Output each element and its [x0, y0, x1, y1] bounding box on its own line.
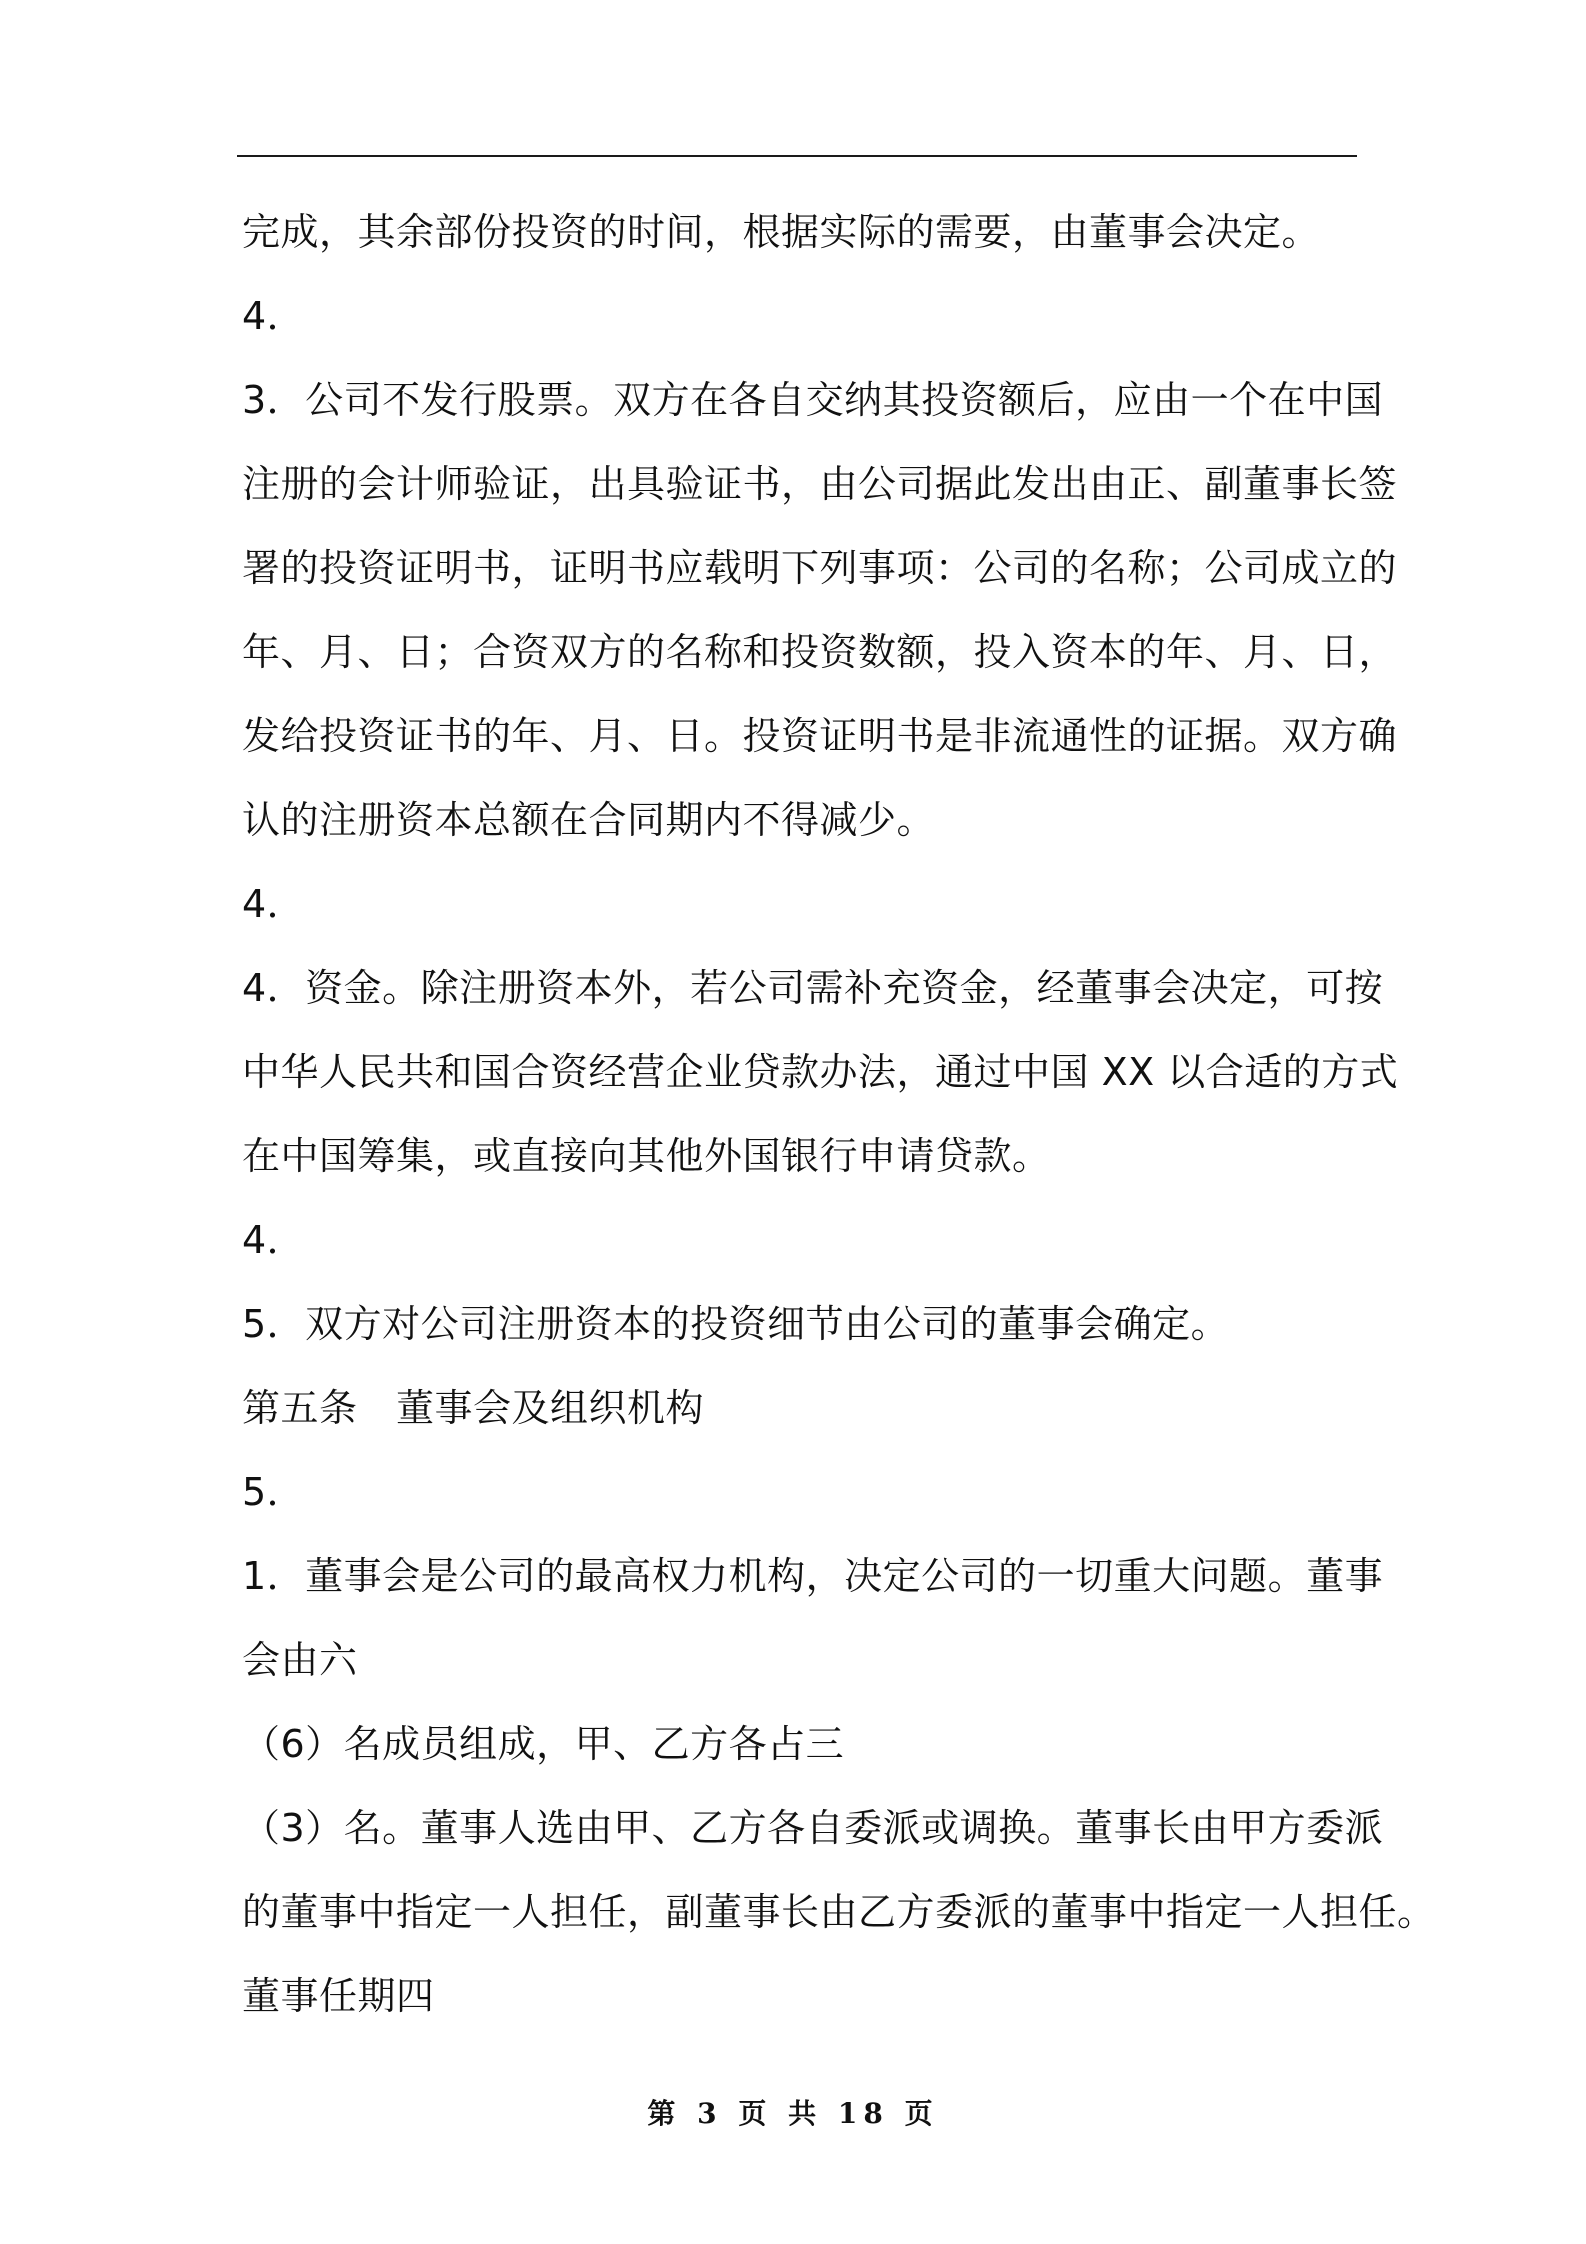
header-rule — [237, 155, 1357, 157]
text-line: 年、月、日；合资双方的名称和投资数额，投入资本的年、月、日， — [242, 630, 1398, 674]
text-line: 发给投资证书的年、月、日。投资证明书是非流通性的证据。双方确 — [242, 714, 1398, 758]
text-line: 5．双方对公司注册资本的投资细节由公司的董事会确定。 — [242, 1302, 1230, 1346]
text-line: 1．董事会是公司的最高权力机构，决定公司的一切重大问题。董事 — [242, 1554, 1384, 1598]
text-line: 在中国筹集，或直接向其他外国银行申请贷款。 — [242, 1134, 1051, 1178]
text-line: 中华人民共和国合资经营企业贷款办法，通过中国 XX 以合适的方式 — [242, 1050, 1399, 1094]
text-line: 的董事中指定一人担任，副董事长由乙方委派的董事中指定一人担任。 — [242, 1890, 1436, 1934]
section-heading: 第五条 董事会及组织机构 — [242, 1386, 705, 1430]
text-line: 会由六 — [242, 1638, 358, 1682]
text-line: 4．资金。除注册资本外，若公司需补充资金，经董事会决定，可按 — [242, 966, 1384, 1010]
text-line: 3．公司不发行股票。双方在各自交纳其投资额后，应由一个在中国 — [242, 378, 1384, 422]
body-text — [242, 190, 1436, 2038]
text-line: 完成，其余部份投资的时间，根据实际的需要，由董事会决定。 — [242, 210, 1321, 254]
text-line: 注册的会计师验证，出具验证书，由公司据此发出由正、副董事长签 — [242, 462, 1398, 506]
text-line: 4． — [242, 294, 306, 338]
text-line: 5． — [242, 1470, 306, 1514]
text-line: 署的投资证明书，证明书应载明下列事项：公司的名称；公司成立的 — [242, 546, 1398, 590]
text-line: 4． — [242, 1218, 306, 1262]
text-line: 认的注册资本总额在合同期内不得减少。 — [242, 798, 936, 842]
page-number-footer: 第 3 页 共 18 页 — [647, 2097, 939, 2130]
text-line: 4． — [242, 882, 306, 926]
text-line: （3）名。董事人选由甲、乙方各自委派或调换。董事长由甲方委派 — [242, 1806, 1384, 1850]
text-line: （6）名成员组成，甲、乙方各占三 — [242, 1722, 845, 1766]
text-line: 董事任期四 — [242, 1974, 435, 2018]
